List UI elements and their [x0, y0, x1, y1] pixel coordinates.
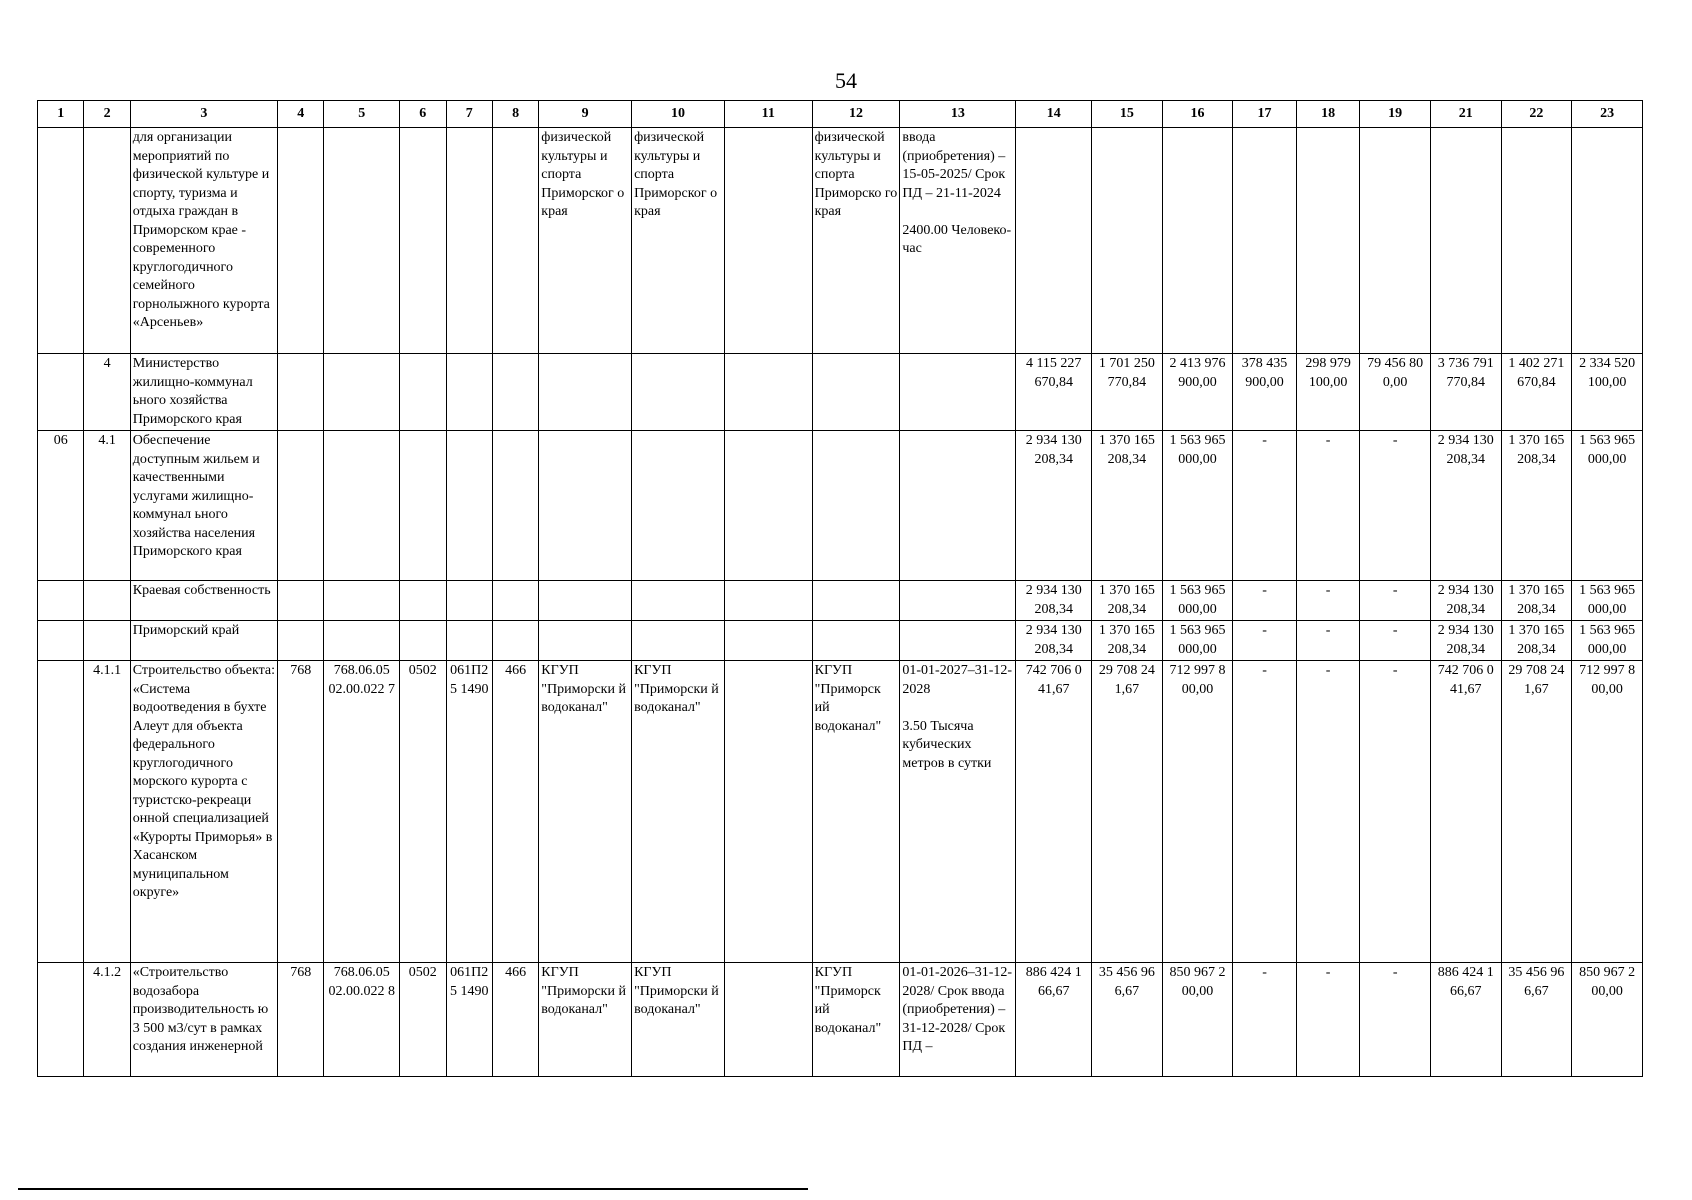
column-header: 16 — [1162, 101, 1233, 128]
table-cell — [278, 354, 324, 431]
column-header: 18 — [1296, 101, 1360, 128]
table-cell: 1 563 965 000,00 — [1162, 621, 1233, 661]
table-cell: КГУП "Приморски й водоканал" — [539, 963, 632, 1077]
table-cell: - — [1233, 963, 1297, 1077]
table-cell — [724, 963, 812, 1077]
table-cell: 1 370 165 208,34 — [1092, 621, 1163, 661]
table-cell: 4.1.2 — [84, 963, 130, 1077]
table-cell: 4.1.1 — [84, 661, 130, 963]
table-cell: - — [1360, 661, 1431, 963]
table-cell: Министерство жилищно-коммунал ьного хозяйства Приморского края — [130, 354, 277, 431]
table-row — [38, 621, 1643, 661]
table-cell: - — [1360, 581, 1431, 621]
table-cell: 35 456 96 6,67 — [1501, 963, 1572, 1077]
table-cell — [446, 621, 492, 661]
table-cell — [900, 354, 1016, 431]
table-cell — [812, 354, 900, 431]
table-cell: 2 413 976 900,00 — [1162, 354, 1233, 431]
table-cell: КГУП "Приморски й водоканал" — [632, 963, 725, 1077]
table-cell: 768 — [278, 661, 324, 963]
table-cell: 79 456 80 0,00 — [1360, 354, 1431, 431]
column-header: 7 — [446, 101, 492, 128]
table-cell — [724, 581, 812, 621]
table-cell: КГУП "Приморски й водоканал" — [632, 661, 725, 963]
table-cell: 2 934 130 208,34 — [1430, 581, 1501, 621]
table-cell — [324, 431, 400, 581]
table-cell: 886 424 1 66,67 — [1016, 963, 1092, 1077]
table-cell — [900, 581, 1016, 621]
table-cell: - — [1360, 621, 1431, 661]
table-cell: 0502 — [400, 661, 446, 963]
column-header: 2 — [84, 101, 130, 128]
header-row — [38, 101, 1643, 128]
column-header: 13 — [900, 101, 1016, 128]
table-cell — [446, 581, 492, 621]
table-cell — [324, 128, 400, 354]
table-cell: 1 563 965 000,00 — [1572, 431, 1643, 581]
table-cell — [632, 431, 725, 581]
table-cell: - — [1296, 661, 1360, 963]
table-cell — [539, 621, 632, 661]
table-cell: 742 706 0 41,67 — [1016, 661, 1092, 963]
table-cell: 768.06.05 02.00.022 7 — [324, 661, 400, 963]
table-cell: 298 979 100,00 — [1296, 354, 1360, 431]
table-cell: КГУП "Приморски й водоканал" — [539, 661, 632, 963]
table-cell — [324, 581, 400, 621]
table-cell: 1 370 165 208,34 — [1092, 581, 1163, 621]
table-cell — [446, 431, 492, 581]
table-cell: 1 563 965 000,00 — [1162, 581, 1233, 621]
column-header: 19 — [1360, 101, 1431, 128]
table-cell: 01-01-2027–31-12-2028 3.50 Тысяча кубических метров в сутки — [900, 661, 1016, 963]
table-cell: 35 456 96 6,67 — [1092, 963, 1163, 1077]
column-header: 4 — [278, 101, 324, 128]
table-cell — [1360, 128, 1431, 354]
table-cell: - — [1360, 431, 1431, 581]
table-cell: 378 435 900,00 — [1233, 354, 1297, 431]
table-cell — [324, 621, 400, 661]
table-cell: - — [1296, 621, 1360, 661]
column-header: 10 — [632, 101, 725, 128]
table-cell: 850 967 2 00,00 — [1572, 963, 1643, 1077]
table-cell — [724, 354, 812, 431]
table-cell: 01-01-2026–31-12-2028/ Срок ввода (приобретения) – 31-12-2028/ Срок ПД – — [900, 963, 1016, 1077]
table-cell — [724, 661, 812, 963]
table-cell — [492, 431, 538, 581]
column-header: 1 — [38, 101, 84, 128]
table-cell: 061П25 1490 — [446, 963, 492, 1077]
table-cell: - — [1360, 963, 1431, 1077]
table-cell: - — [1233, 661, 1297, 963]
column-header: 17 — [1233, 101, 1297, 128]
table-cell: Строительство объекта: «Система водоотведения в бухте Алеут для объекта федерального круглогодичного морского курорта с туристско-рекреаци онной специализацией «Курорты Приморья» в Хасанском муниципальном округе» — [130, 661, 277, 963]
table-cell: Краевая собственность — [130, 581, 277, 621]
table-cell — [38, 128, 84, 354]
table-cell: 3 736 791 770,84 — [1430, 354, 1501, 431]
table-cell — [812, 621, 900, 661]
table-cell — [400, 354, 446, 431]
table-cell — [812, 581, 900, 621]
budget-table — [37, 100, 1643, 1077]
table-cell: «Строительство водозабора производительность ю 3 500 м3/сут в рамках создания инженерной — [130, 963, 277, 1077]
table-row — [38, 661, 1643, 963]
table-cell: 29 708 24 1,67 — [1092, 661, 1163, 963]
table-cell — [1572, 128, 1643, 354]
table-cell — [400, 128, 446, 354]
table-cell — [492, 581, 538, 621]
table-cell — [278, 621, 324, 661]
column-header: 11 — [724, 101, 812, 128]
table-cell: физической культуры и спорта Приморско го края — [812, 128, 900, 354]
table-cell: 1 563 965 000,00 — [1572, 581, 1643, 621]
table-cell: - — [1296, 431, 1360, 581]
table-row — [38, 431, 1643, 581]
table-cell: 061П25 1490 — [446, 661, 492, 963]
table-cell: 742 706 0 41,67 — [1430, 661, 1501, 963]
table-cell — [446, 128, 492, 354]
table-body — [38, 128, 1643, 1077]
table-cell — [278, 431, 324, 581]
table-cell — [492, 128, 538, 354]
table-cell: 0502 — [400, 963, 446, 1077]
table-cell: 4 115 227 670,84 — [1016, 354, 1092, 431]
table-cell: 1 563 965 000,00 — [1162, 431, 1233, 581]
table-cell: для организации мероприятий по физической культуре и спорту, туризма и отдыха граждан в Приморском крае - современного круглогодичного семейного горнолыжного курорта «Арсеньев» — [130, 128, 277, 354]
table-cell: - — [1233, 621, 1297, 661]
table-cell — [1162, 128, 1233, 354]
table-cell — [539, 431, 632, 581]
table-cell: 466 — [492, 963, 538, 1077]
table-cell: 2 934 130 208,34 — [1430, 431, 1501, 581]
bottom-rule — [18, 1188, 808, 1190]
table-cell — [539, 354, 632, 431]
table-cell — [1016, 128, 1092, 354]
table-row — [38, 128, 1643, 354]
table-cell — [724, 128, 812, 354]
table-cell: 4.1 — [84, 431, 130, 581]
table-cell: 466 — [492, 661, 538, 963]
table-cell: 712 997 8 00,00 — [1162, 661, 1233, 963]
column-header: 15 — [1092, 101, 1163, 128]
table-cell: - — [1296, 963, 1360, 1077]
table-cell: физической культуры и спорта Приморског о края — [539, 128, 632, 354]
table-cell — [632, 354, 725, 431]
table-cell: КГУП "Приморск ий водоканал" — [812, 963, 900, 1077]
table-cell: 1 370 165 208,34 — [1501, 431, 1572, 581]
table-cell: 768 — [278, 963, 324, 1077]
table-cell — [1296, 128, 1360, 354]
table-cell: 2 934 130 208,34 — [1016, 581, 1092, 621]
table-cell: 1 370 165 208,34 — [1501, 581, 1572, 621]
table-cell: 886 424 1 66,67 — [1430, 963, 1501, 1077]
column-header: 5 — [324, 101, 400, 128]
table-row — [38, 354, 1643, 431]
table-cell — [400, 621, 446, 661]
column-header: 14 — [1016, 101, 1092, 128]
column-header: 8 — [492, 101, 538, 128]
table-row — [38, 581, 1643, 621]
page-number: 54 — [835, 68, 857, 93]
table-cell: 1 370 165 208,34 — [1501, 621, 1572, 661]
table-cell: 2 934 130 208,34 — [1430, 621, 1501, 661]
column-header: 21 — [1430, 101, 1501, 128]
column-header: 22 — [1501, 101, 1572, 128]
table-cell: 712 997 8 00,00 — [1572, 661, 1643, 963]
table-cell: 1 402 271 670,84 — [1501, 354, 1572, 431]
table-cell — [278, 581, 324, 621]
table-cell — [632, 621, 725, 661]
table-cell — [84, 621, 130, 661]
table-cell — [900, 431, 1016, 581]
table-cell: 06 — [38, 431, 84, 581]
table-cell — [812, 431, 900, 581]
table-cell — [400, 581, 446, 621]
table-cell — [724, 621, 812, 661]
table-cell: 1 563 965 000,00 — [1572, 621, 1643, 661]
table-cell — [38, 354, 84, 431]
table-cell: КГУП "Приморск ий водоканал" — [812, 661, 900, 963]
table-cell — [900, 621, 1016, 661]
table-row — [38, 963, 1643, 1077]
column-header: 3 — [130, 101, 277, 128]
table-cell — [446, 354, 492, 431]
table-cell: ввода (приобретения) – 15-05-2025/ Срок ПД – 21-11-2024 2400.00 Человеко-час — [900, 128, 1016, 354]
table-cell: физической культуры и спорта Приморског о края — [632, 128, 725, 354]
table-cell — [1092, 128, 1163, 354]
table-cell: 2 334 520 100,00 — [1572, 354, 1643, 431]
table-cell — [632, 581, 725, 621]
table-cell — [38, 621, 84, 661]
table-cell — [1430, 128, 1501, 354]
table-cell: - — [1233, 581, 1297, 621]
table-cell — [324, 354, 400, 431]
column-header: 9 — [539, 101, 632, 128]
table-cell — [84, 581, 130, 621]
table-cell: - — [1233, 431, 1297, 581]
table-cell — [539, 581, 632, 621]
table-cell: - — [1296, 581, 1360, 621]
table-cell — [1501, 128, 1572, 354]
table-cell: 29 708 24 1,67 — [1501, 661, 1572, 963]
table-cell — [492, 621, 538, 661]
table-cell: 2 934 130 208,34 — [1016, 621, 1092, 661]
table-cell — [278, 128, 324, 354]
table-cell: 4 — [84, 354, 130, 431]
table-cell: 2 934 130 208,34 — [1016, 431, 1092, 581]
table-cell — [38, 581, 84, 621]
table-cell: Обеспечение доступным жильем и качественными услугами жилищно-коммунал ьного хозяйства населения Приморского края — [130, 431, 277, 581]
table-cell: 1 370 165 208,34 — [1092, 431, 1163, 581]
table-cell: 768.06.05 02.00.022 8 — [324, 963, 400, 1077]
table-cell: 1 701 250 770,84 — [1092, 354, 1163, 431]
table-cell — [492, 354, 538, 431]
table-cell — [38, 963, 84, 1077]
table-cell: 850 967 2 00,00 — [1162, 963, 1233, 1077]
table-cell — [1233, 128, 1297, 354]
column-header: 6 — [400, 101, 446, 128]
column-header: 23 — [1572, 101, 1643, 128]
table-cell — [38, 661, 84, 963]
table-cell — [724, 431, 812, 581]
table-cell: Приморский край — [130, 621, 277, 661]
table-cell — [400, 431, 446, 581]
table-cell — [84, 128, 130, 354]
column-header: 12 — [812, 101, 900, 128]
